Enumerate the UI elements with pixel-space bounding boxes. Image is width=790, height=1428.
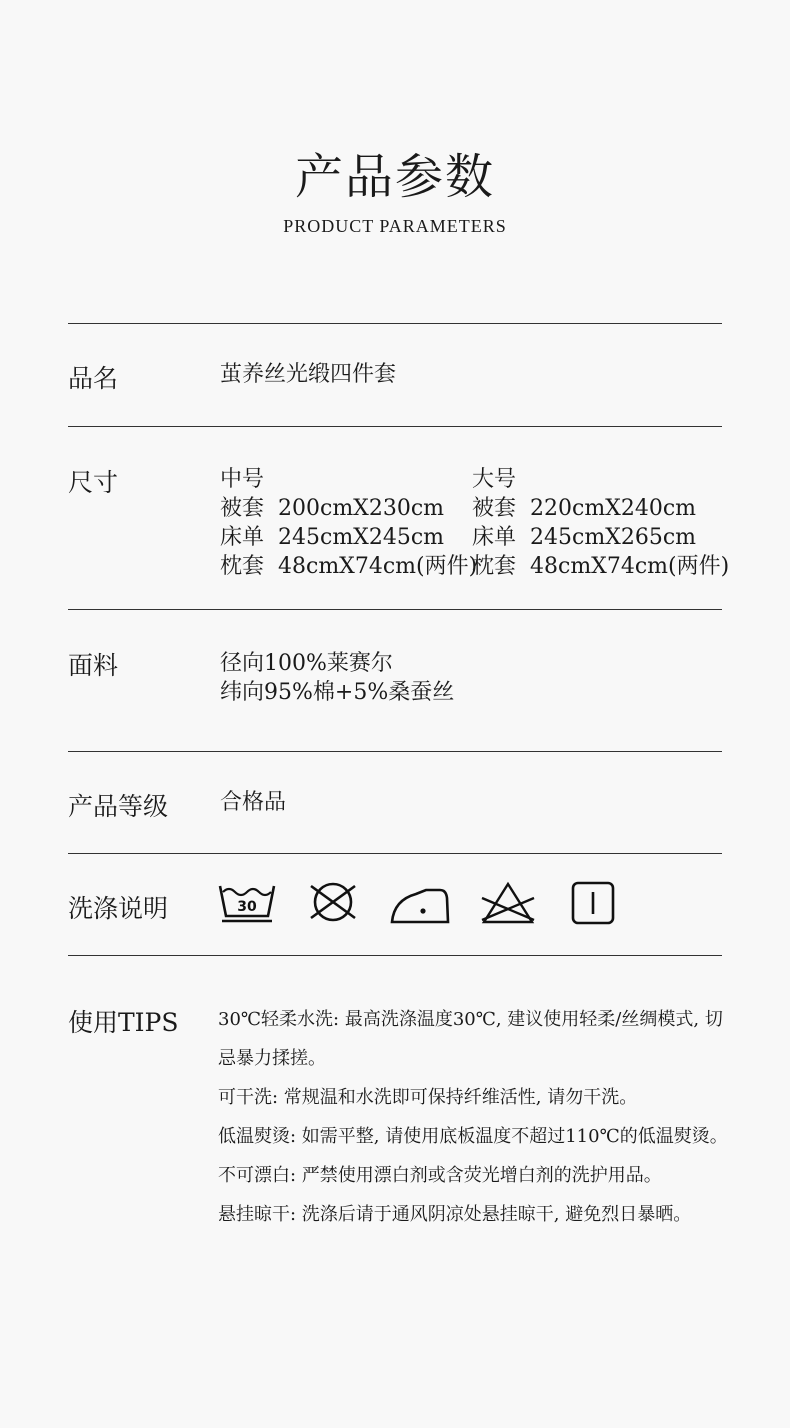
name-label: 品名 xyxy=(68,364,119,393)
tips-label: 使用TIPS xyxy=(68,1008,179,1037)
tip-item: 低温熨烫: 如需平整, 请使用底板温度不超过110℃的低温熨烫。 xyxy=(218,1126,728,1147)
size-medium-row: 床单 245cmX245cm xyxy=(220,525,445,550)
fabric-label: 面料 xyxy=(68,651,119,680)
grade-value: 合格品 xyxy=(220,790,287,815)
tips-list xyxy=(218,1000,738,1234)
size-label: 尺寸 xyxy=(68,468,119,497)
tip-item: 不可漂白: 严禁使用漂白剂或含荧光增白剂的洗护用品。 xyxy=(218,1165,662,1186)
wash-30-icon xyxy=(216,880,278,924)
divider xyxy=(68,323,722,324)
fabric-value xyxy=(220,649,454,707)
name-value: 茧养丝光缎四件套 xyxy=(220,362,397,387)
grade-label: 产品等级 xyxy=(68,792,169,821)
divider xyxy=(68,426,722,427)
wash-label: 洗涤说明 xyxy=(68,894,169,923)
page-title: 产品参数 xyxy=(294,149,495,205)
size-large-row: 被套 220cmX240cm xyxy=(472,496,697,521)
size-medium-title: 中号 xyxy=(220,467,265,492)
tip-item: 悬挂晾干: 洗涤后请于通风阴凉处悬挂晾干, 避免烈日暴晒。 xyxy=(218,1204,692,1225)
no-bleach-icon xyxy=(478,880,538,924)
page-subtitle: PRODUCT PARAMETERS xyxy=(283,216,507,236)
low-iron-icon xyxy=(388,880,452,924)
size-medium-row: 被套 200cmX230cm xyxy=(220,496,445,521)
fabric-line: 径向100%莱赛尔 xyxy=(220,651,393,676)
fabric-line: 纬向95%棉+5%桑蚕丝 xyxy=(220,680,455,705)
divider xyxy=(68,751,722,752)
size-large-row: 枕套 48cmX74cm(两件) xyxy=(472,554,730,579)
divider xyxy=(68,955,722,956)
size-medium xyxy=(220,465,477,581)
size-medium-row: 枕套 48cmX74cm(两件) xyxy=(220,554,478,579)
tip-item: 30℃轻柔水洗: 最高洗涤温度30℃, 建议使用轻柔/丝绸模式, 切忌暴力揉搓。 xyxy=(218,1009,723,1069)
wash-temp-label: 30 xyxy=(237,899,257,915)
tip-item: 可干洗: 常规温和水洗即可保持纤维活性, 请勿干洗。 xyxy=(218,1087,638,1108)
size-large xyxy=(472,465,729,581)
no-tumble-dry-icon xyxy=(306,880,360,924)
size-large-row: 床单 245cmX265cm xyxy=(472,525,697,550)
divider xyxy=(68,609,722,610)
divider xyxy=(68,853,722,854)
size-large-title: 大号 xyxy=(472,467,517,492)
hang-dry-icon xyxy=(570,880,616,926)
